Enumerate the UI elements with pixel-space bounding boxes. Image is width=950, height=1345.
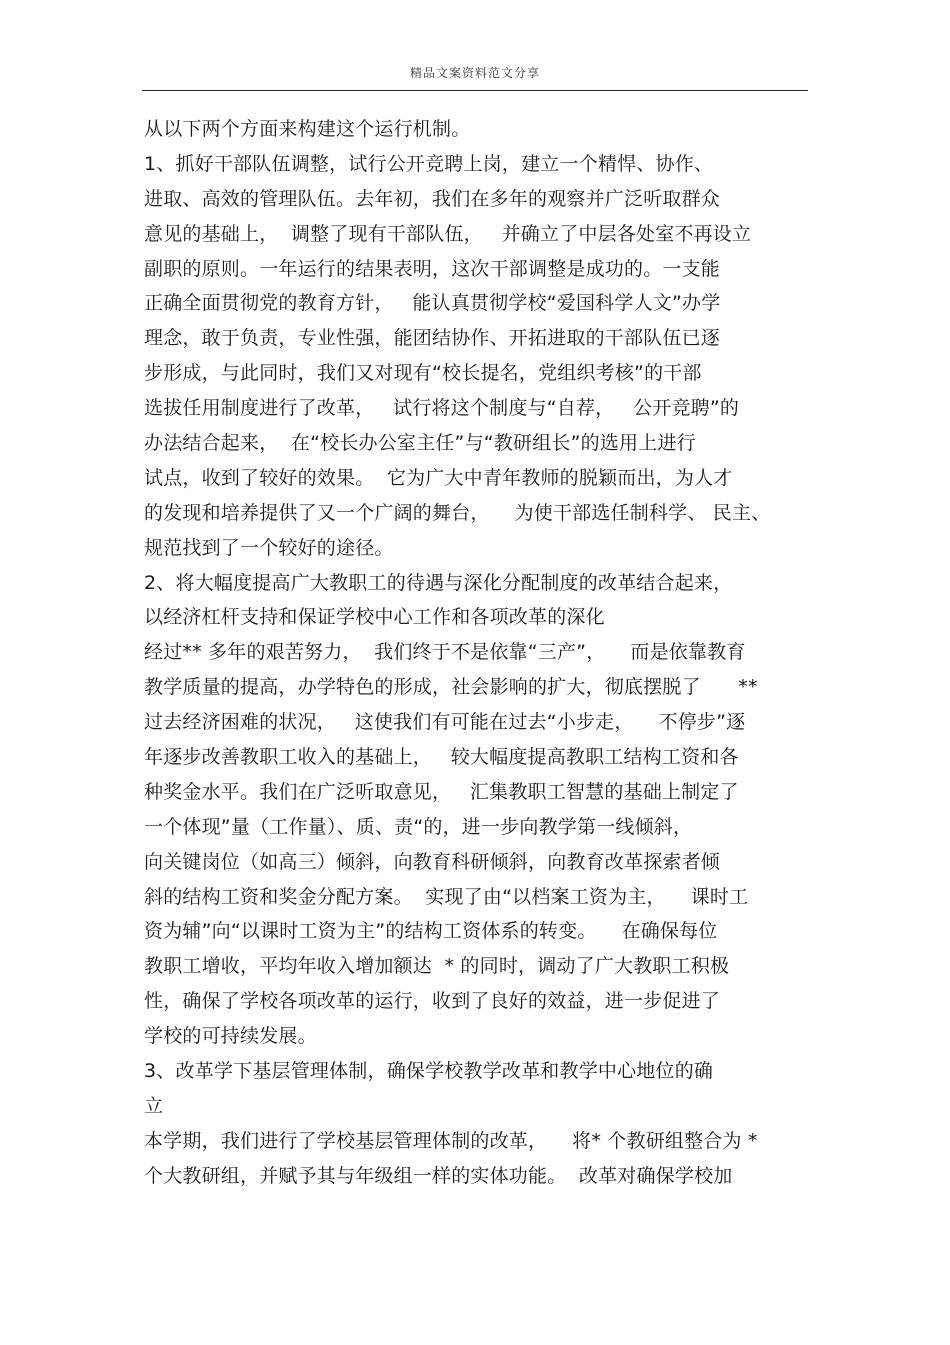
text-line: 年逐步改善教职工收入的基础上， 较大幅度提高教职工结构工资和各 bbox=[144, 746, 739, 769]
text-line: 理念，敢于负责，专业性强，能团结协作、开拓进取的干部队伍已逐 bbox=[144, 327, 721, 350]
page-header: 精品文案资料范文分享 bbox=[409, 66, 540, 80]
text-line: 资为辅”向“以课时工资为主”的结构工资体系的转变。 在确保每位 bbox=[144, 920, 718, 943]
text-line: 教职工增收，平均年收入增加额达 * 的同时，调动了广大教职工积极 bbox=[144, 955, 730, 978]
text-line: 教学质量的提高，办学特色的形成，社会影响的扩大，彻底摆脱了 ** bbox=[144, 676, 758, 699]
text-line: 性，确保了学校各项改革的运行，收到了良好的效益，进一步促进了 bbox=[144, 990, 721, 1013]
text-line: 向关键岗位（如高三）倾斜，向教育科研倾斜，向教育改革探索者倾 bbox=[144, 850, 721, 873]
text-line: 副职的原则。一年运行的结果表明，这次干部调整是成功的。一支能 bbox=[144, 257, 721, 280]
text-line: 试点，收到了较好的效果。 它为广大中青年教师的脱颖而出，为人才 bbox=[144, 466, 733, 489]
text-line: 学校的可持续发展。 bbox=[144, 1025, 317, 1048]
text-line: 办法结合起来， 在“校长办公室主任”与“教研组长”的选用上进行 bbox=[144, 432, 696, 455]
text-line: 进取、高效的管理队伍。去年初，我们在多年的观察并广泛听取群众 bbox=[144, 187, 721, 210]
text-line: 2、将大幅度提高广大教职工的待遇与深化分配制度的改革结合起来， bbox=[144, 571, 733, 594]
text-line: 1、抓好干部队伍调整，试行公开竞聘上岗，建立一个精悍、协作、 bbox=[144, 152, 714, 175]
text-line: 经过** 多年的艰苦努力， 我们终于不是依靠“三产”， 而是依靠教育 bbox=[144, 641, 746, 664]
text-line: 从以下两个方面来构建这个运行机制。 bbox=[144, 118, 471, 140]
text-line: 种奖金水平。我们在广泛听取意见， 汇集教职工智慧的基础上制定了 bbox=[144, 780, 739, 803]
text-line: 过去经济困难的状况， 这使我们有可能在过去“小步走， 不停步”逐 bbox=[144, 711, 746, 734]
header-divider bbox=[142, 90, 808, 91]
text-line: 一个体现”量（工作量）、质、责“的，进一步向教学第一线倾斜， bbox=[144, 815, 693, 838]
document-body bbox=[144, 112, 824, 1194]
text-line: 斜的结构工资和奖金分配方案。 实现了由“以档案工资为主， 课时工 bbox=[144, 885, 749, 908]
text-line: 以经济杠杆支持和保证学校中心工作和各项改革的深化 bbox=[144, 606, 605, 629]
text-line: 正确全面贯彻党的教育方针， 能认真贯彻学校“爱国科学人文”办学 bbox=[144, 292, 721, 315]
text-line: 个大教研组，并赋予其与年级组一样的实体功能。 改革对确保学校加 bbox=[144, 1164, 733, 1187]
text-line: 意见的基础上， 调整了现有干部队伍， 并确立了中层各处室不再设立 bbox=[144, 222, 752, 245]
text-line: 3、改革学下基层管理体制，确保学校教学改革和教学中心地位的确 bbox=[144, 1060, 714, 1083]
text-line: 的发现和培养提供了又一个广阔的舞台， 为使干部选任制科学、 民主、 bbox=[144, 501, 771, 524]
text-line: 本学期，我们进行了学校基层管理体制的改革， 将* 个教研组整合为 * bbox=[144, 1129, 758, 1152]
text-line: 步形成，与此同时，我们又对现有“校长提名，党组织考核”的干部 bbox=[144, 362, 702, 385]
text-line: 选拔任用制度进行了改革， 试行将这个制度与“自荐， 公开竞聘”的 bbox=[144, 397, 740, 420]
text-line: 立 bbox=[144, 1094, 164, 1117]
text-line: 规范找到了一个较好的途径。 bbox=[144, 536, 394, 559]
